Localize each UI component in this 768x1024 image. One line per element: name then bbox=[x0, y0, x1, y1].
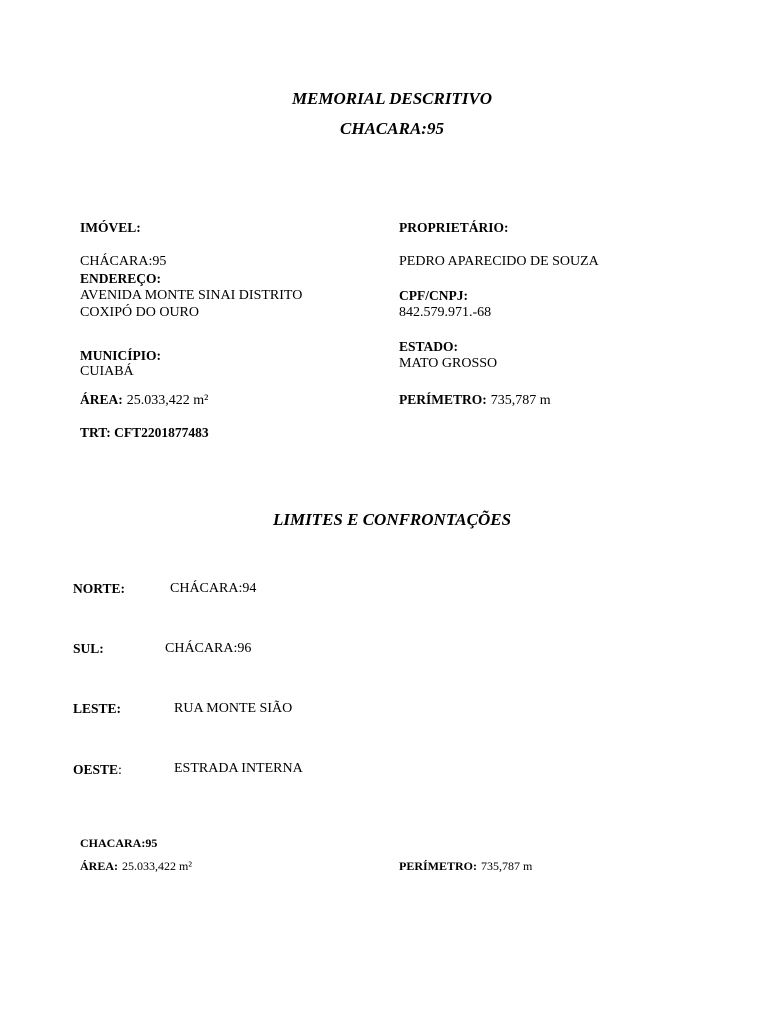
endereco-line1: AVENIDA MONTE SINAI DISTRITO bbox=[80, 288, 303, 303]
document-subtitle: CHACARA:95 bbox=[340, 119, 444, 138]
estado-value: MATO GROSSO bbox=[399, 356, 498, 371]
sul-label: SUL: bbox=[73, 641, 104, 656]
footer-area-label: ÁREA: bbox=[80, 859, 118, 873]
area-label: ÁREA: bbox=[80, 392, 123, 407]
trt-number: TRT: CFT2201877483 bbox=[80, 425, 209, 440]
perimetro-label: PERÍMETRO: bbox=[399, 392, 487, 407]
oeste-colon: : bbox=[118, 763, 122, 778]
footer-perimetro-row bbox=[399, 857, 532, 875]
oeste-value: ESTRADA INTERNA bbox=[174, 761, 303, 776]
oeste-label-row bbox=[73, 761, 122, 779]
norte-value: CHÁCARA:94 bbox=[170, 581, 257, 596]
municipio-value: CUIABÁ bbox=[80, 364, 134, 379]
imovel-label: IMÓVEL: bbox=[80, 220, 141, 235]
endereco-label: ENDEREÇO: bbox=[80, 271, 162, 286]
footer-chacara: CHACARA:95 bbox=[80, 836, 158, 850]
limits-title: LIMITES E CONFRONTAÇÕES bbox=[272, 510, 512, 529]
proprietario-label: PROPRIETÁRIO: bbox=[399, 220, 509, 235]
proprietario-value: PEDRO APARECIDO DE SOUZA bbox=[399, 254, 599, 269]
oeste-label: OESTE bbox=[73, 762, 119, 777]
area-row bbox=[80, 391, 208, 409]
document-title: MEMORIAL DESCRITIVO bbox=[291, 89, 493, 108]
footer-perimetro-label: PERÍMETRO: bbox=[399, 859, 477, 873]
footer-area-value: 25.033,422 m² bbox=[122, 859, 192, 873]
sul-value: CHÁCARA:96 bbox=[165, 641, 252, 656]
norte-label: NORTE: bbox=[73, 581, 126, 596]
endereco-line2: COXIPÓ DO OURO bbox=[80, 305, 200, 320]
leste-value: RUA MONTE SIÃO bbox=[174, 701, 293, 716]
cpf-label: CPF/CNPJ: bbox=[399, 288, 468, 303]
perimetro-row bbox=[399, 391, 551, 409]
perimetro-value: 735,787 m bbox=[490, 393, 551, 408]
area-value: 25.033,422 m² bbox=[126, 393, 209, 408]
footer-perimetro-value: 735,787 m bbox=[481, 859, 533, 873]
imovel-value: CHÁCARA:95 bbox=[80, 254, 167, 269]
municipio-label: MUNICÍPIO: bbox=[80, 348, 161, 363]
leste-label: LESTE: bbox=[73, 701, 122, 716]
cpf-value: 842.579.971.-68 bbox=[399, 305, 492, 320]
footer-area-row bbox=[80, 857, 192, 875]
estado-label: ESTADO: bbox=[399, 339, 459, 354]
